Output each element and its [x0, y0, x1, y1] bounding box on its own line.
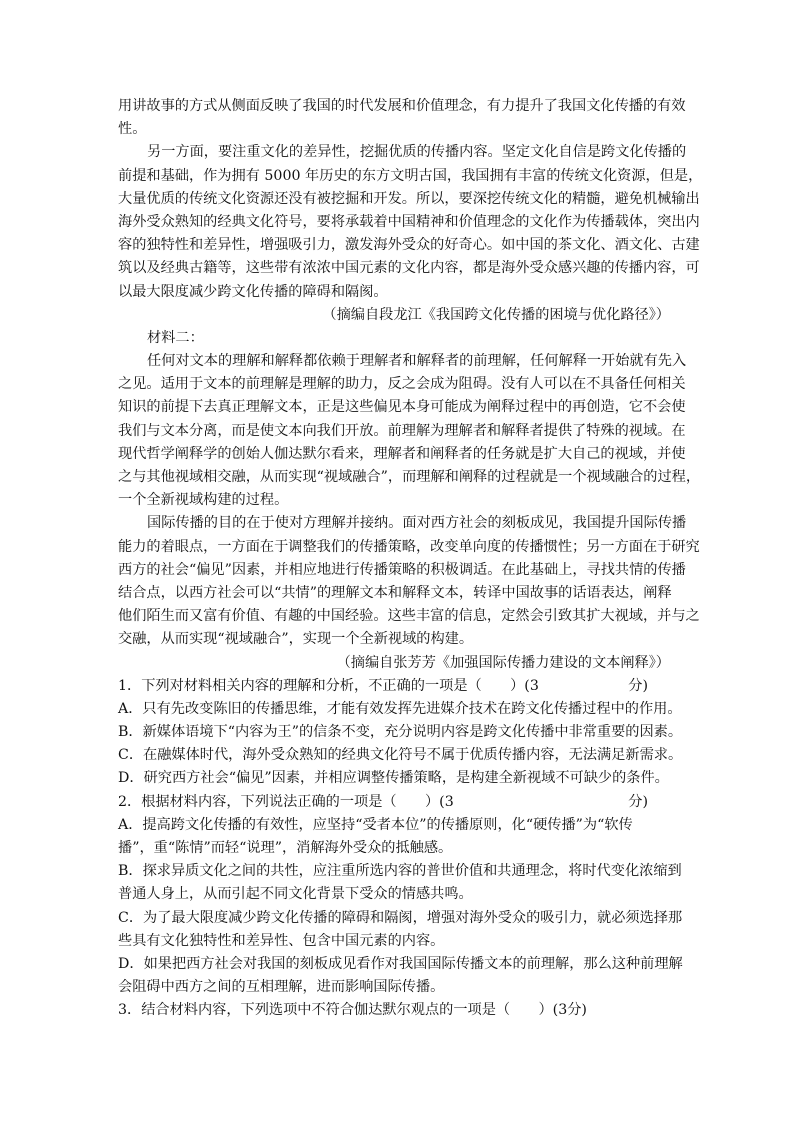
paragraph-line: 知识的前提下去真正理解文本，正是这些偏见本身可能成为阐释过程中的再创造，它不会使 [118, 399, 686, 416]
question-score: 分) [628, 677, 648, 694]
option-d-continued: 会阻碍中西方之间的互相理解，进而影响国际传播。 [118, 979, 445, 996]
paragraph-line: 筑以及经典古籍等，这些带有浓浓中国元素的文化内容，都是海外受众感兴趣的传播内容，可 [118, 260, 700, 277]
option-d: D．如果把西方社会对我国的刻板成见看作对我国国际传播文本的前理解，那么这种前理解 [118, 955, 683, 972]
question-stem-text: 2．根据材料内容，下列说法正确的一项是（ ）(3 [118, 793, 454, 810]
paragraph-line: 我们与文本分离，而是使文本向我们开放。前理解为理解者和解释者提供了特殊的视域。在 [118, 422, 686, 439]
paragraph-line: 以最大限度减少跨文化传播的障碍和隔阂。 [118, 283, 388, 300]
material-heading: 材料二： [147, 329, 204, 346]
source-citation: （摘编自张芳芳《加强国际传播力建设的文本阐释》） [336, 654, 670, 671]
paragraph-line: 之与其他视域相交融，从而实现“视域融合”，而理解和阐释的过程就是一个视域融合的过程， [118, 469, 701, 485]
paragraph-line: 之见。适用于文本的前理解是理解的助力，反之会成为阻碍。没有人可以在不具备任何相关 [118, 376, 686, 393]
question-3-stem: 3．结合材料内容，下列选项中不符合伽达默尔观点的一项是（ ）(3分) [118, 1002, 587, 1019]
paragraph-line: 能力的着眼点，一方面在于调整我们的传播策略，改变单向度的传播惯性；另一方面在于研究 [118, 538, 700, 555]
question-2-stem [118, 791, 688, 814]
paragraph-line: 一个全新视域构建的过程。 [118, 492, 289, 509]
paragraph-line: 交融，从而实现“视域融合”，实现一个全新视域的构建。 [118, 631, 474, 648]
option-c-continued: 些具有文化独特性和差异性、包含中国元素的内容。 [118, 932, 445, 949]
paragraph-line: 任何对文本的理解和解释都依赖于理解者和解释者的前理解，任何解释一开始就有先入 [147, 353, 687, 370]
option-b-continued: 普通人身上，从而引起不同文化背景下受众的情感共鸣。 [118, 886, 473, 903]
option-c: C．在融媒体时代，海外受众熟知的经典文化符号不属于优质传播内容，无法满足新需求。 [118, 747, 683, 764]
document-page [118, 95, 703, 1023]
paragraph-line: 用讲故事的方式从侧面反映了我国的时代发展和价值理念，有力提升了我国文化传播的有效 [118, 98, 686, 114]
option-c: C．为了最大限度减少跨文化传播的障碍和隔阂，增强对海外受众的吸引力，就必须选择那 [118, 909, 683, 926]
source-citation: （摘编自段龙江《我国跨文化传播的困境与优化路径》） [322, 306, 670, 323]
paragraph-line: 大量优质的传统文化资源还没有被挖掘和开发。所以，要深挖传统文化的精髓，避免机械输出 [118, 190, 700, 207]
question-1-stem [118, 675, 688, 698]
option-a-continued: 播”，重“陈情”而轻“说理”，消解海外受众的抵触感。 [118, 840, 453, 856]
option-d: D．研究西方社会“偏见”因素，并相应调整传播策略，是构建全新视域不可缺少的条件。 [118, 770, 669, 787]
paragraph-line: 性。 [118, 121, 147, 138]
paragraph-line: 海外受众熟知的经典文化符号，要将承载着中国精神和价值理念的文化作为传播载体，突出内 [118, 213, 700, 230]
option-b: B．新媒体语境下“内容为王”的信条不变，充分说明内容是跨文化传播中非常重要的因素。 [118, 724, 683, 741]
paragraph-line: 容的独特性和差异性，增强吸引力，激发海外受众的好奇心。如中国的茶文化、酒文化、古建 [118, 237, 700, 254]
paragraph-line: 西方的社会“偏见”因素，并相应地进行传播策略的积极调适。在此基础上，寻找共情的传播 [118, 561, 686, 578]
paragraph-line: 另一方面，要注重文化的差异性，挖掘优质的传播内容。坚定文化自信是跨文化传播的 [147, 144, 687, 161]
paragraph-line: 前提和基础，作为拥有 5000 年历史的东方文明古国，我国拥有丰富的传统文化资源，但是， [118, 167, 703, 184]
question-stem-text: 1．下列对材料相关内容的理解和分析，不正确的一项是（ ）(3 [118, 677, 539, 694]
option-a: A．只有先改变陈旧的传播思维，才能有效发挥先进媒介技术在跨文化传播过程中的作用。 [118, 700, 682, 717]
paragraph-line: 他们陌生而又富有价值、有趣的中国经验。这些丰富的信息，定然会引致其扩大视域，并与之 [118, 608, 700, 625]
option-a: A．提高跨文化传播的有效性，应坚持“受者本位”的传播原则，化“硬传播”为“软传 [118, 816, 633, 833]
question-score: 分) [628, 793, 648, 810]
option-b: B．探求异质文化之间的共性，应注重所选内容的普世价值和共通理念，将时代变化浓缩到 [118, 863, 682, 880]
paragraph-line: 结合点，以西方社会可以“共情”的理解文本和解释文本，转译中国故事的话语表达，阐释 [118, 584, 672, 601]
paragraph-line: 现代哲学阐释学的创始人伽达默尔看来，理解者和阐释者的任务就是扩大自己的视域，并使 [118, 445, 686, 462]
paragraph-line: 国际传播的目的在于使对方理解并接纳。面对西方社会的刻板成见，我国提升国际传播 [147, 515, 687, 532]
